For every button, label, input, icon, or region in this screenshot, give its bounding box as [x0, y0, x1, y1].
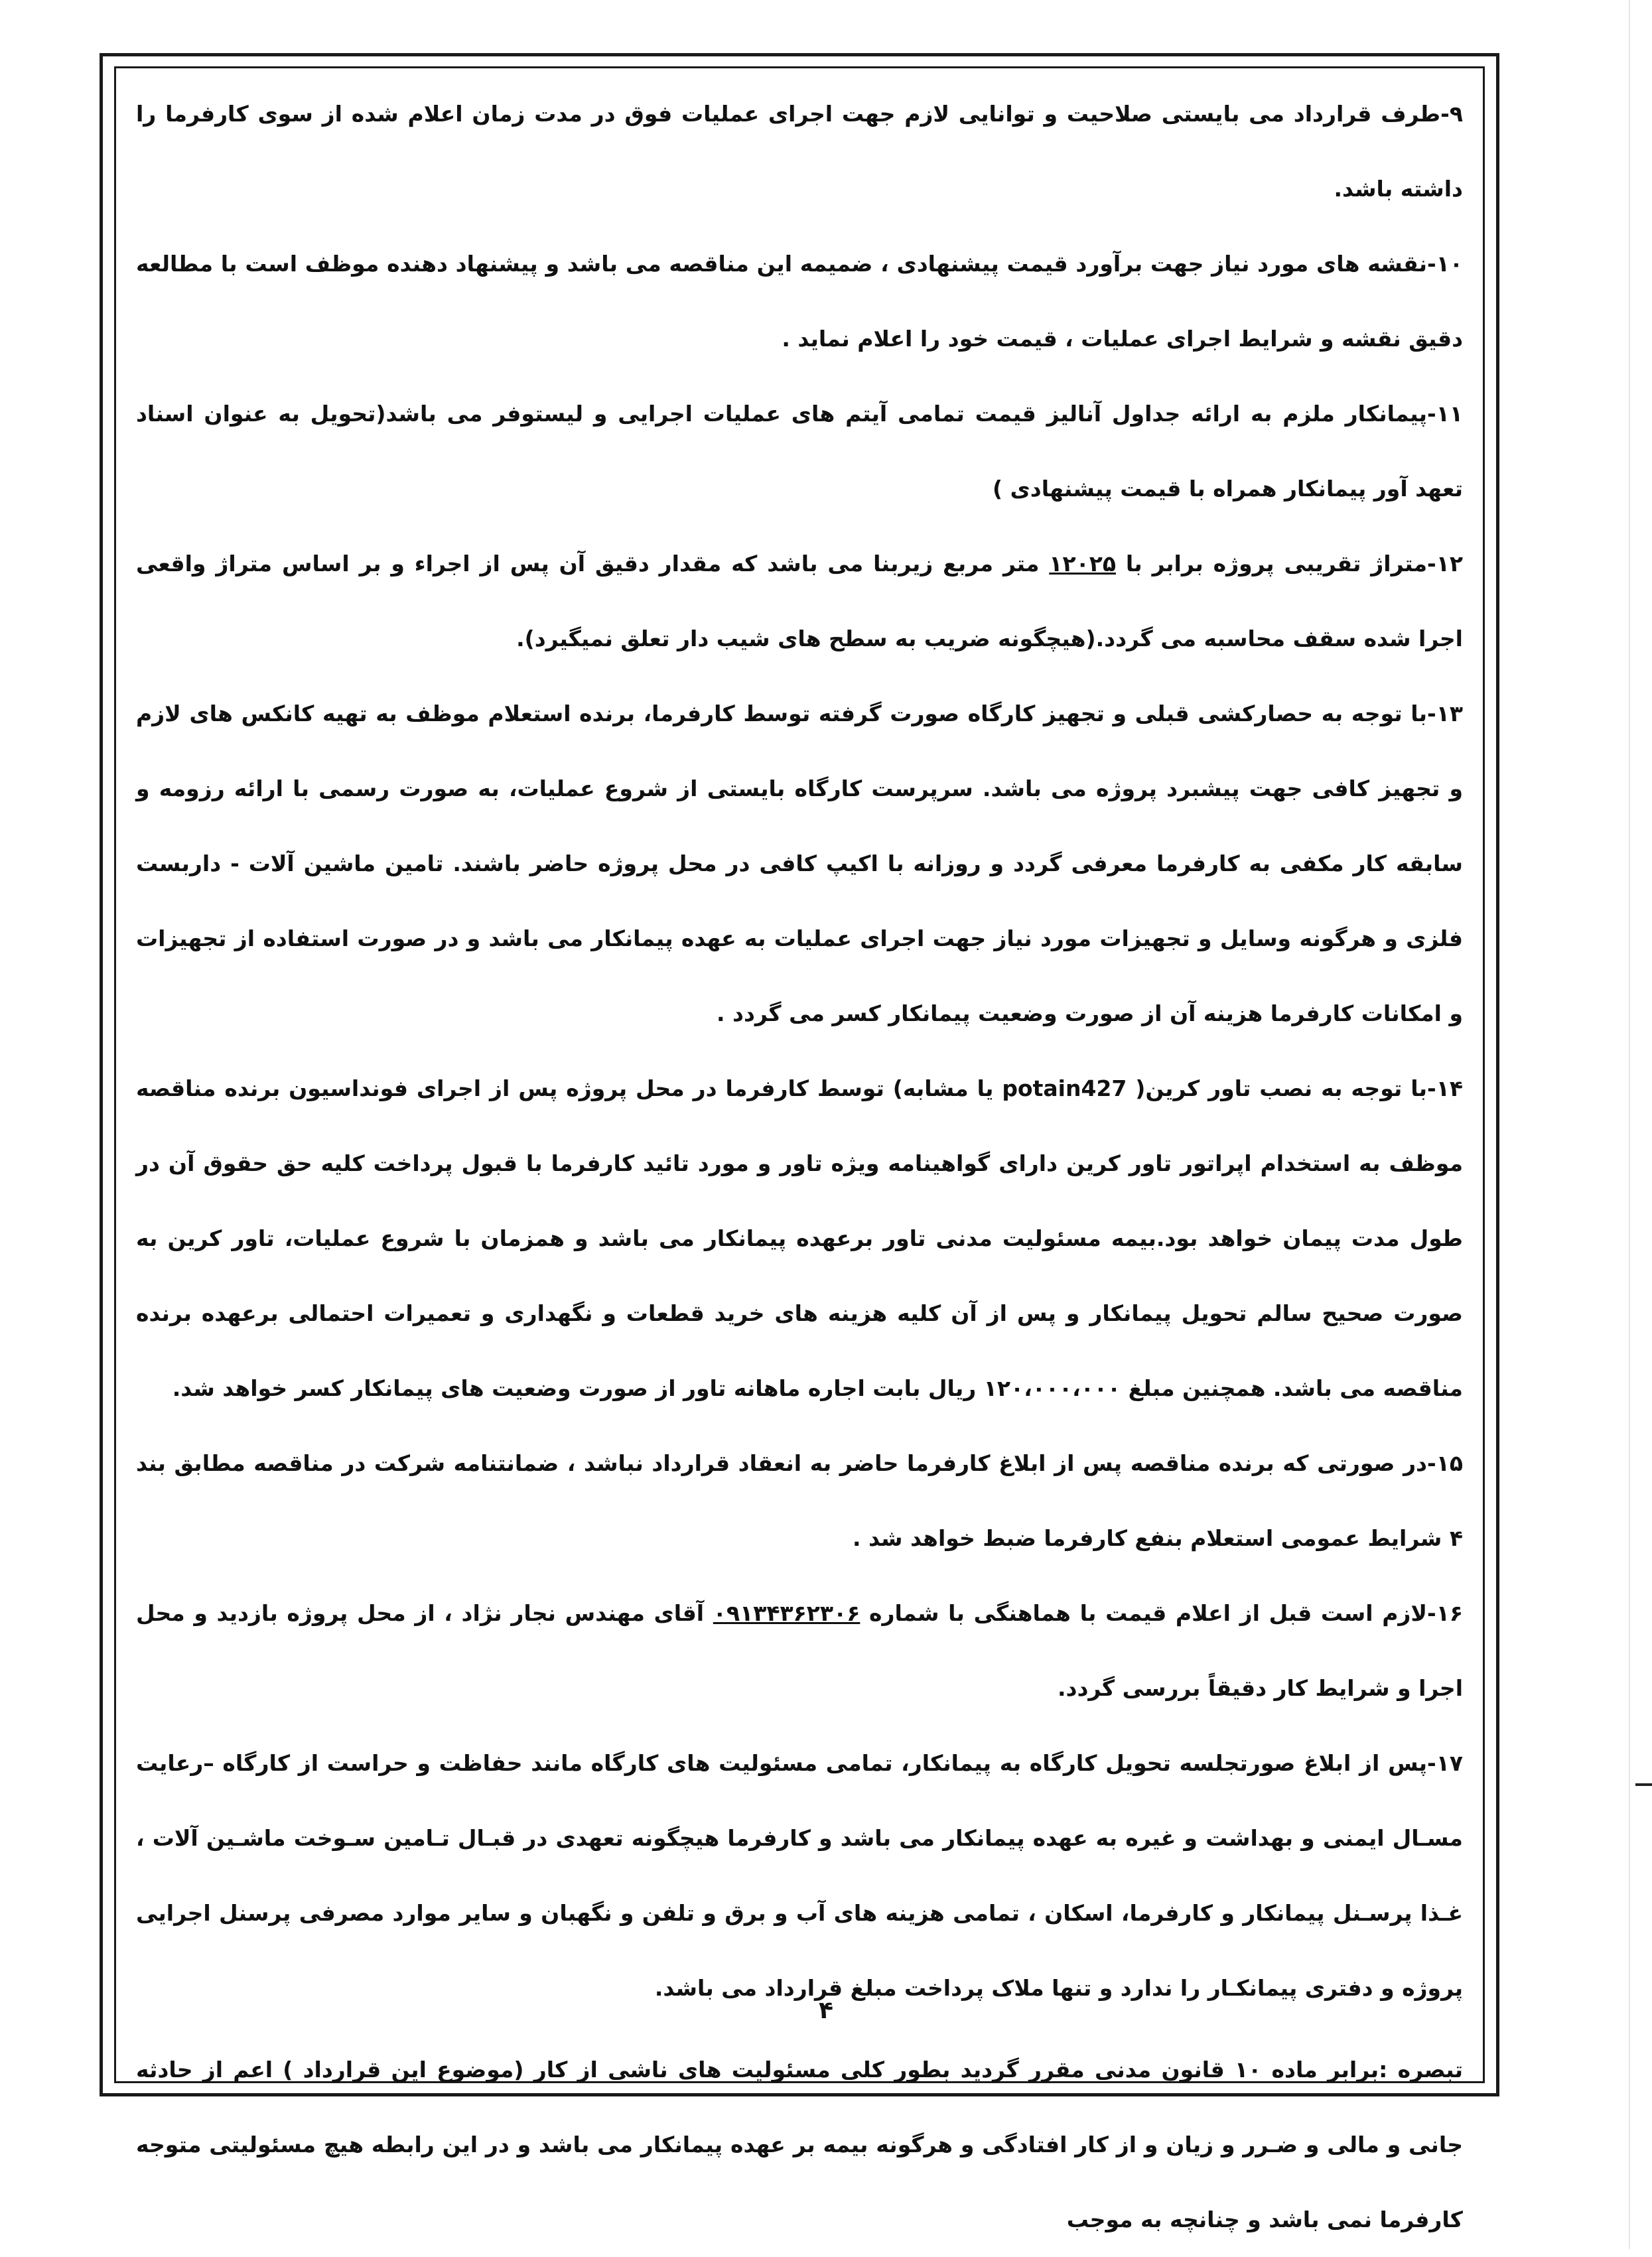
project-area-value: ۱۲۰۲۵	[1049, 551, 1117, 577]
clause-16	[136, 1576, 1463, 1726]
clause-14-before: ۱۴-با توجه به نصب تاور کرین(	[1127, 1075, 1463, 1101]
clause-14-after: یا مشابه) توسط کارفرما در محل پروژه پس از اجرای فونداسیون برنده مناقصه موظف به استخدام اپراتور تاور کرین دارای گواهینامه ویژه تاور و مورد تائید کارفرما با قبول پرداخت کلیه حق حقوق آن در طول مدت پیمان خواهد بود.بیمه مسئولیت مدنی تاور برعهده پیمانکار می باشد و همزمان با شروع عملیات، تاور کرین به صورت صحیح سالم تحویل پیمانکار و پس از آن کلیه هزینه های خرید قطعات و نگهداری و تعمیرات احتمالی برعهده برنده مناقصه می باشد. همچنین مبلغ ۱۲۰،۰۰۰،۰۰۰ ریال بابت اجاره ماهانه تاور از صورت وضعیت های پیمانکار کسر خواهد شد.	[136, 1075, 1463, 1401]
clause-14	[136, 1051, 1463, 1426]
clause-9: ۹-طرف قرارداد می بایستی صلاحیت و توانایی لازم جهت اجرای عملیات فوق در مدت زمان اعلام شده از سوی کارفرما را داشته باشد.	[136, 101, 1463, 202]
clause-16-after: آقای مهندس نجار نژاد ، از محل پروژه بازدید و محل اجرا و شرایط کار دقیقاً بررسی گردد.	[136, 1600, 1463, 1701]
note-clause: تبصره :برابر ماده ۱۰ قانون مدنی مقرر گردید بطور کلی مسئولیت های ناشی از کار (موضوع این قرارداد ) اعم از حادثه جانی و مالی و ضـرر و زیان و از کار افتادگی و هرگونه بیمه بر عهده پیمانکار می باشد و در این رابطه هیچ مسئولیتی متوجه کارفرما نمی باشد و چنانچه به موجب	[136, 2057, 1463, 2232]
clause-11: ۱۱-پیمانکار ملزم به ارائه جداول آنالیز قیمت تمامی آیتم های عملیات اجرایی و لیستوفر می باشد(تحویل به عنوان اسناد تعهد آور پیمانکار همراه با قیمت پیشنهادی )	[136, 401, 1463, 502]
scan-edge-tick	[1635, 1783, 1652, 1786]
clause-10: ۱۰-نقشه های مورد نیاز جهت برآورد قیمت پیشنهادی ، ضمیمه این مناقصه می باشد و پیشنهاد دهنده موظف است با مطالعه دقیق نقشه و شرایط اجرای عملیات ، قیمت خود را اعلام نماید .	[136, 251, 1463, 352]
page-number: ۴	[819, 1997, 833, 2024]
clause-13: ۱۳-با توجه به حصارکشی قبلی و تجهیز کارگاه صورت گرفته توسط کارفرما، برنده استعلام موظف به تهیه کانکس های لازم و تجهیز کافی جهت پیشبرد پروژه می باشد. سرپرست کارگاه بایستی از شروع عملیات، به صورت رسمی با ارائه رزومه و سابقه کار مکفی به کارفرما معرفی گردد و روزانه با اکیپ کافی در محل پروژه حاضر باشند. تامین ماشین آلات - داربست فلزی و هرگونه وسایل و تجهیزات مورد نیاز جهت اجرای عملیات به عهده پیمانکار می باشد و در صورت استفاده از تجهیزات و امکانات کارفرما هزینه آن از صورت وضعیت پیمانکار کسر می گردد .	[136, 701, 1463, 1026]
clause-12-before: ۱۲-متراژ تقریبی پروژه برابر با	[1116, 551, 1463, 577]
clause-12	[136, 526, 1463, 676]
crane-model: potain427	[1002, 1075, 1127, 1101]
clause-12-after: متر مربع زیربنا می باشد که مقدار دقیق آن پس از اجراء و بر اساس متراژ واقعی اجرا شده سقف محاسبه می گردد.(هیچگونه ضریب به سطح های شیب دار تعلق نمیگیرد).	[136, 551, 1463, 651]
clause-15: ۱۵-در صورتی که برنده مناقصه پس از ابلاغ کارفرما حاضر به انعقاد قرارداد نباشد ، ضمانتنامه شرکت در مناقصه مطابق بند ۴ شرایط عمومی استعلام بنفع کارفرما ضبط خواهد شد .	[136, 1450, 1463, 1551]
document-body	[136, 76, 1463, 2257]
clause-17: ۱۷-پس از ابلاغ صورتجلسه تحویل کارگاه به پیمانکار، تمامی مسئولیت های کارگاه مانند حفاظت و حراست از کارگاه –رعایت مسـال ایمنی و بهداشت و غیره به عهده پیمانکار می باشد و کارفرما هیچگونه تعهدی در قبـال تـامین سـوخت ماشـین آلات ، غـذا پرسـنل پیمانکار و کارفرما، اسکان ، تمامی هزینه های آب و برق و تلفن و نگهبان و سایر موارد مصرفی پرسنل اجرایی پروژه و دفتری پیمانکـار را ندارد و تنها ملاک پرداخت مبلغ قرارداد می باشد.	[136, 1750, 1463, 2001]
contact-phone-number: ۰۹۱۳۴۳۶۲۳۰۶	[713, 1600, 860, 1626]
clause-16-before: ۱۶-لازم است قبل از اعلام قیمت با هماهنگی با شماره	[860, 1600, 1463, 1626]
scan-edge-line	[1629, 0, 1630, 2249]
